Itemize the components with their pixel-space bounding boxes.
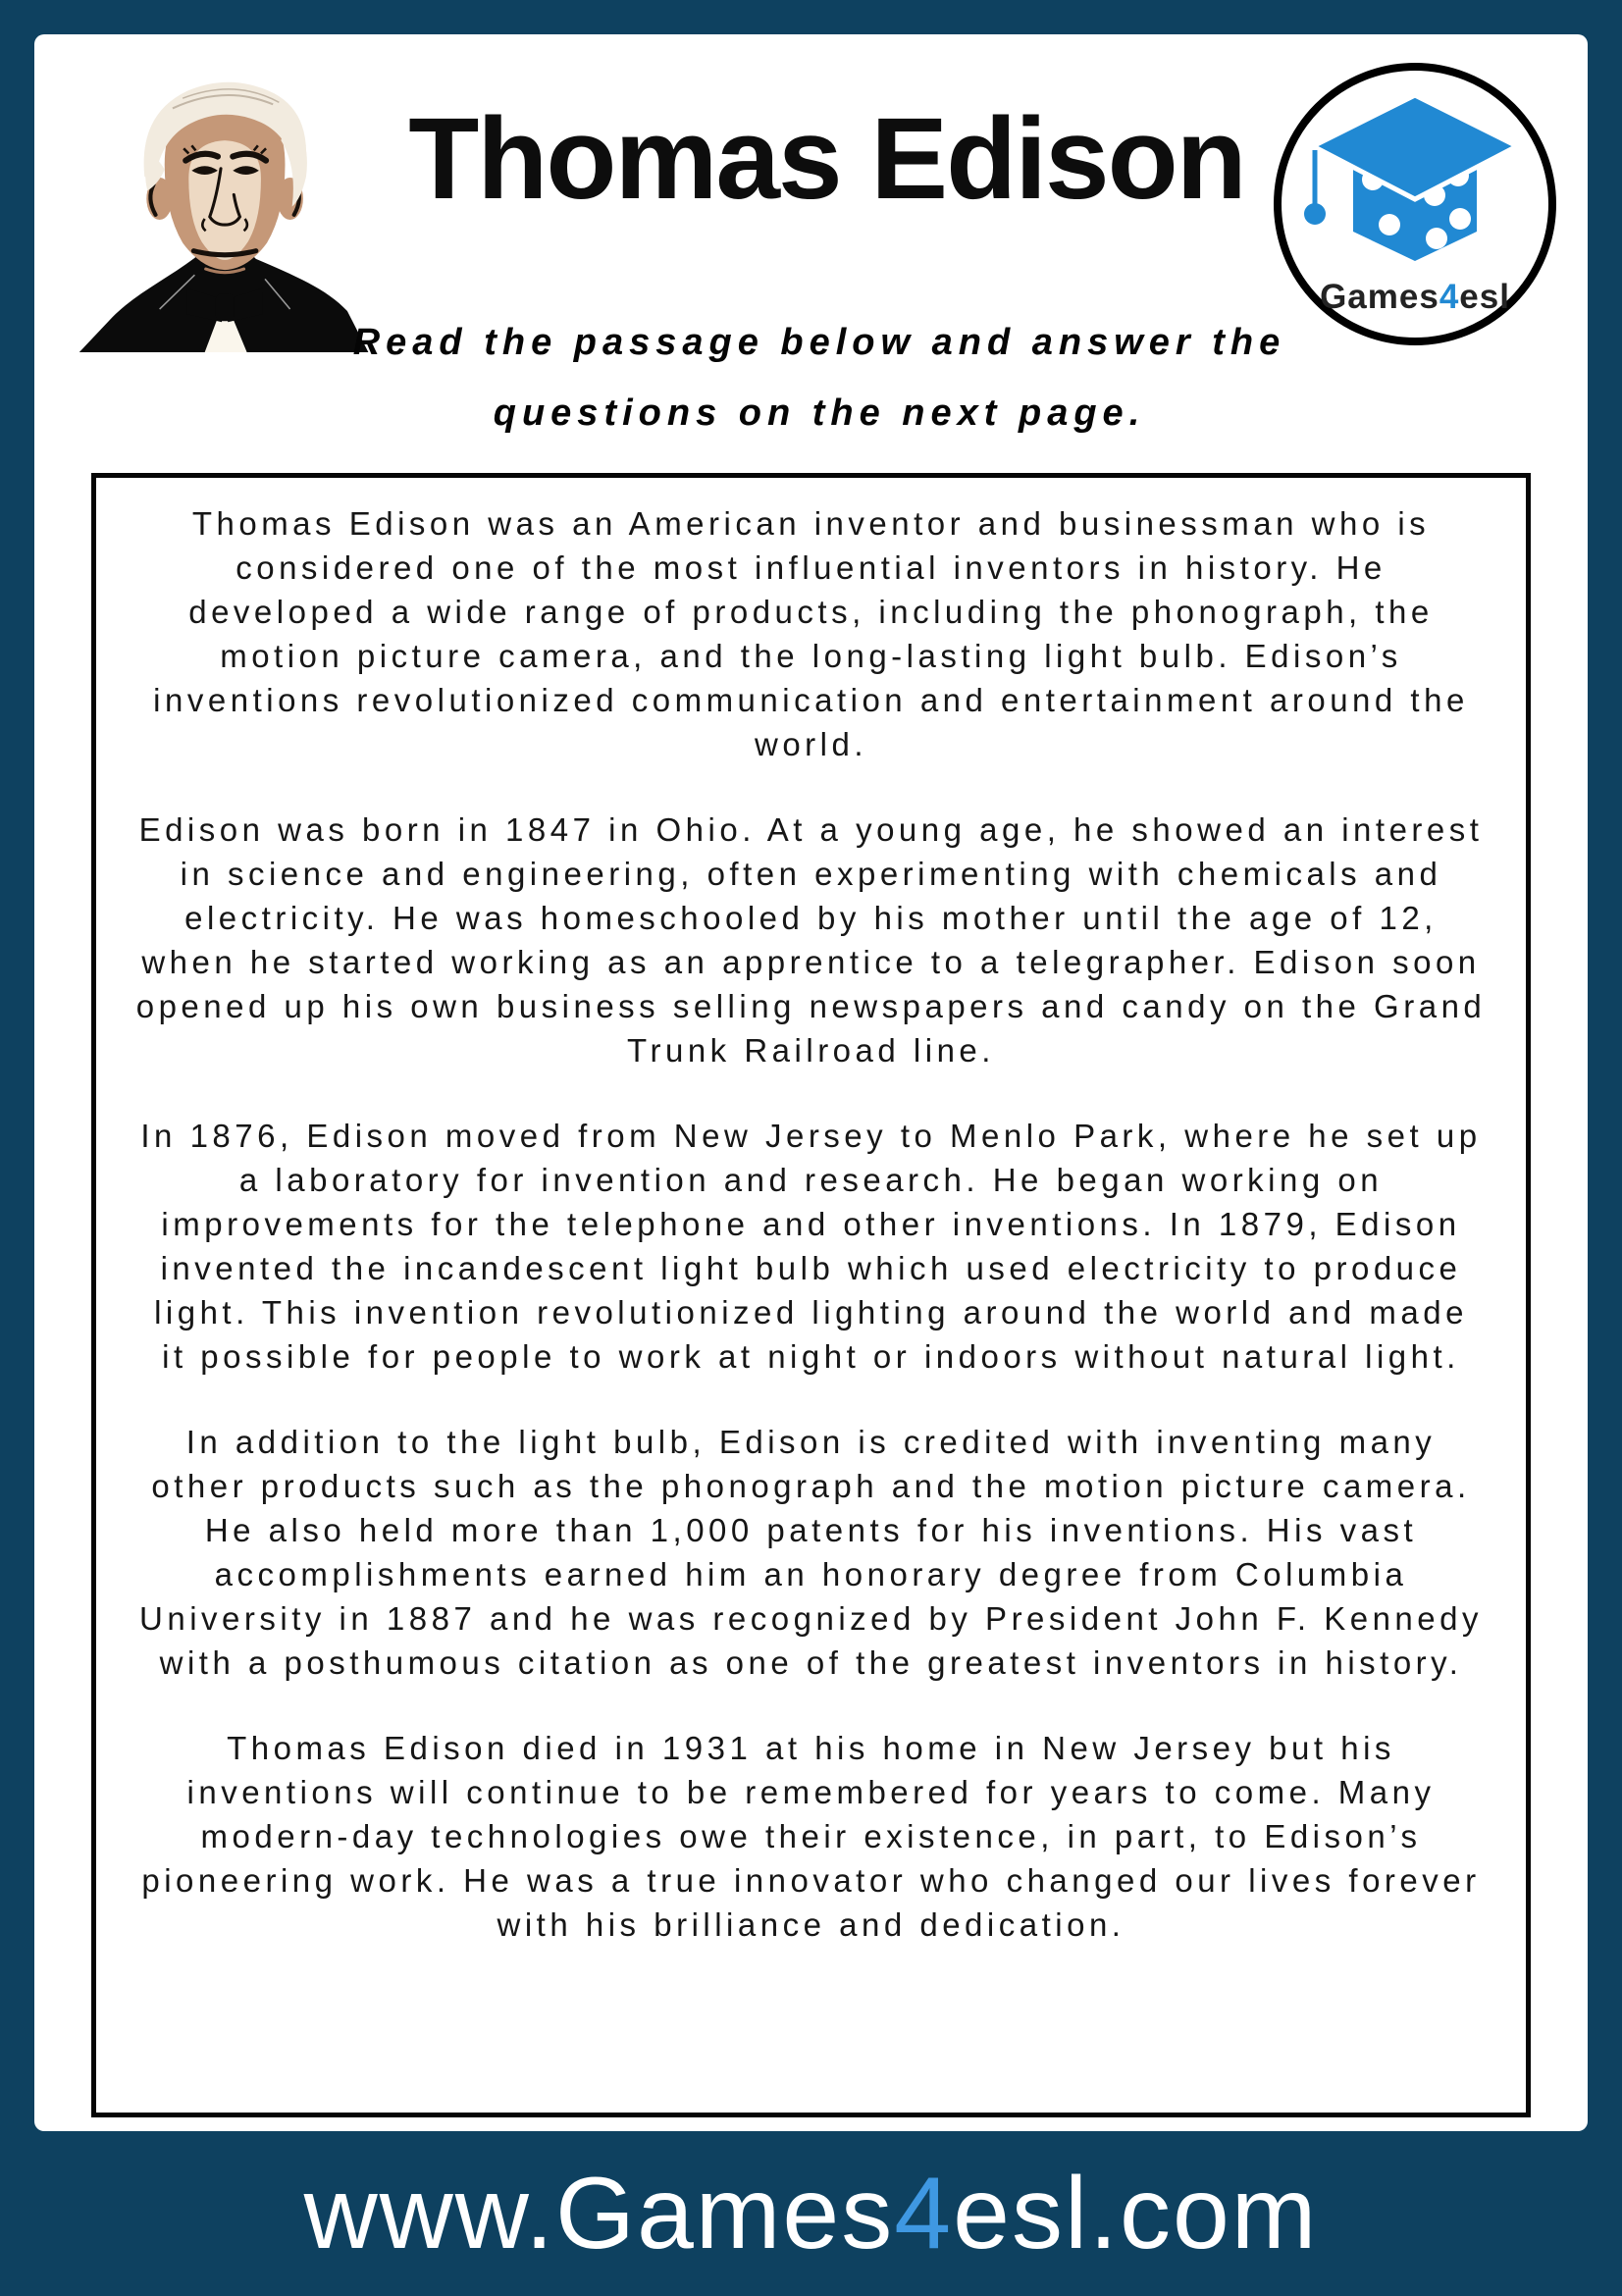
passage-paragraph-2: Edison was born in 1847 in Ohio. At a young age, he showed an interest in science and engineering, often experimenting with chemicals and electricity. He was homeschooled by his mother until the age of 12, when he started working as an apprentice to a telegrapher. Edison soon opened up his own business selling newspapers and candy on the Grand Trunk Railroad line. — [135, 811, 1487, 1069]
logo-brand-accent: 4 — [1439, 278, 1460, 316]
instructions-line1: Read the passage below and answer the — [352, 322, 1286, 363]
passage-box — [91, 473, 1531, 2117]
footer-url-prefix: www.Games — [303, 2156, 895, 2270]
footer-url-accent: 4 — [894, 2156, 954, 2270]
footer-url — [304, 2156, 1319, 2272]
passage-paragraph-5: Thomas Edison died in 1931 at his home in New Jersey but his inventions will continue to be remembered for years to come. Many modern-day technologies owe their existence, in part, to Edison’s pioneering work. He was a true innovator who changed our lives forever with his brilliance and dedication. — [141, 1730, 1481, 1943]
logo-brand-suffix: esl — [1459, 278, 1510, 316]
page-content-area — [34, 34, 1588, 2131]
instructions-line2: questions on the next page. — [493, 392, 1146, 434]
logo-brand-prefix: Games — [1320, 278, 1439, 316]
passage-paragraph-4: In addition to the light bulb, Edison is credited with inventing many other products such as the phonograph and the motion picture camera. He also held more than 1,000 patents for his inventions. His vast accomplishments earned him an honorary degree from Columbia University in 1887 and he was recognized by President John F. Kennedy with a posthumous citation as one of the greatest inventors in history. — [139, 1424, 1483, 1681]
footer-url-suffix: esl.com — [953, 2156, 1319, 2270]
page-title: Thomas Edison — [408, 94, 1245, 224]
passage-paragraph-1: Thomas Edison was an American inventor and businessman who is considered one of the most influential inventors in history. He developed a wide range of products, including the phonograph, the motion picture camera, and the long-lasting light bulb. Edison’s inventions revolutionized communication and entertainment around the world. — [153, 505, 1469, 762]
passage-paragraph-3: In 1876, Edison moved from New Jersey to Menlo Park, where he set up a laboratory for invention and research. He began working on improvements for the telephone and other inventions. In 1879, Edison invented the incandescent light bulb which used electricity to produce light. This invention revolutionized lighting around the world and made it possible for people to work at night or indoors without natural light. — [140, 1118, 1482, 1375]
instructions — [93, 307, 1545, 448]
footer-banner — [0, 2131, 1622, 2296]
